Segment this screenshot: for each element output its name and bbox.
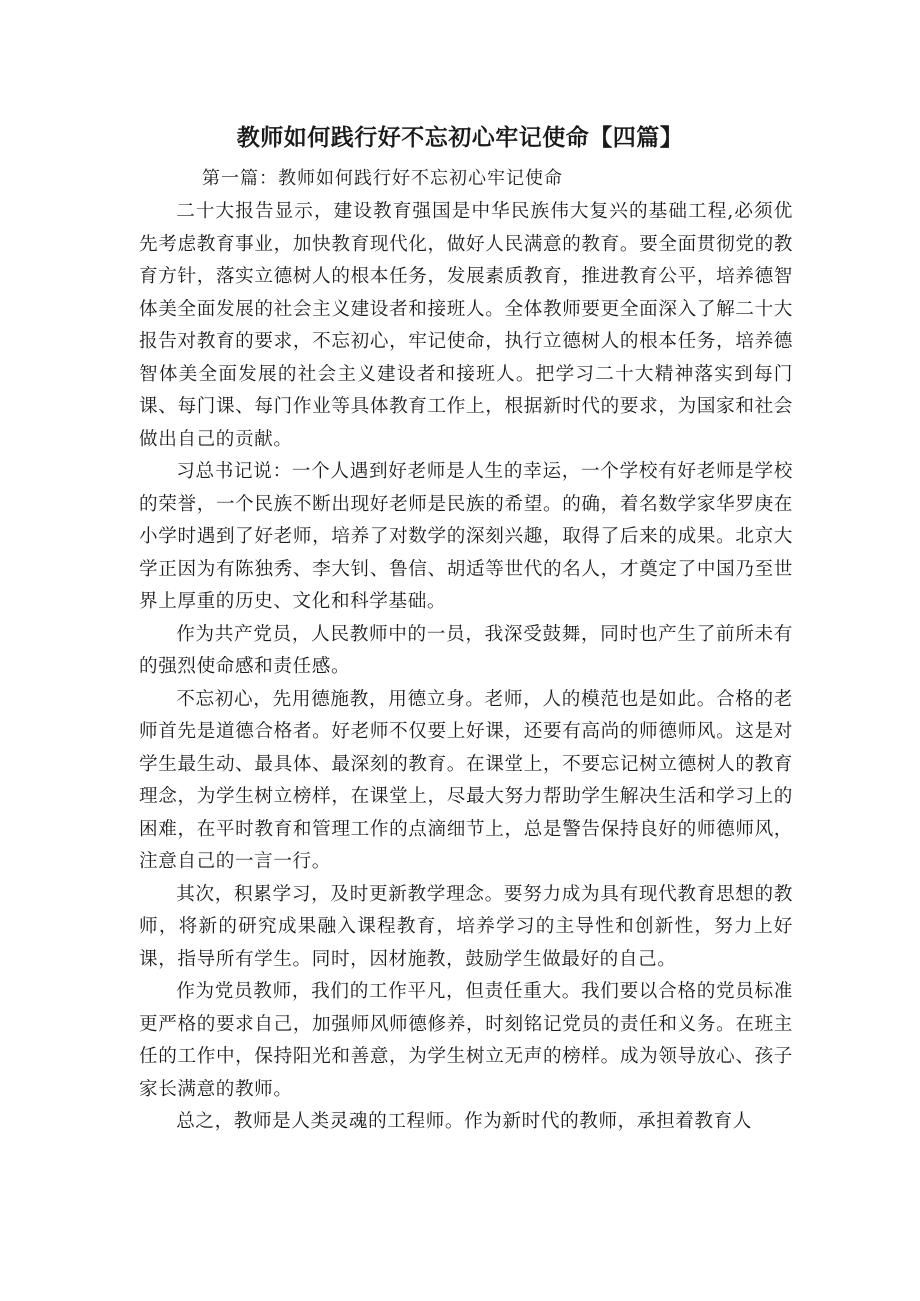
paragraph: 二十大报告显示，建设教育强国是中华民族伟大复兴的基础工程,必须优先考虑教育事业，加快教育现代化，做好人民满意的教育。要全面贯彻党的教育方针，落实立德树人的根本任务，发展素质教育，推进教育公平，培养德智体美全面发展的社会主义建设者和接班人。全体教师要更全面深入了解二十大报告对教育的要求，不忘初心，牢记使命，执行立德树人的根本任务，培养德智体美全面发展的社会主义建设者和接班人。把学习二十大精神落实到每门课、每门课、每门作业等具体教育工作上，根据新时代的要求，为国家和社会做出自己的贡献。	[139, 201, 793, 450]
document-title: 教师如何践行好不忘初心牢记使命【四篇】	[236, 125, 684, 151]
paragraph: 习总书记说：一个人遇到好老师是人生的幸运，一个学校有好老师是学校的荣誉，一个民族不断出现好老师是民族的希望。的确，着名数学家华罗庚在小学时遇到了好老师，培养了对数学的深刻兴趣，取得了后来的成果。北京大学正因为有陈独秀、李大钊、鲁信、胡适等世代的名人，才奠定了中国乃至世界上厚重的历史、文化和科学基础。	[139, 461, 793, 612]
paragraph: 作为共产党员，人民教师中的一员，我深受鼓舞，同时也产生了前所未有的强烈使命感和责任感。	[139, 623, 793, 677]
document-body	[139, 196, 793, 1139]
paragraph: 其次，积累学习，及时更新教学理念。要努力成为具有现代教育思想的教师，将新的研究成果融入课程教育，培养学习的主导性和创新性，努力上好课，指导所有学生。同时，因材施教，鼓励学生做最好的自己。	[139, 883, 793, 970]
paragraph: 不忘初心，先用德施教，用德立身。老师，人的模范也是如此。合格的老师首先是道德合格者。好老师不仅要上好课，还要有高尚的师德师风。这是对学生最生动、最具体、最深刻的教育。在课堂上，不要忘记树立德树人的教育理念，为学生树立榜样，在课堂上，尽最大努力帮助学生解决生活和学习上的困难，在平时教育和管理工作的点滴细节上，总是警告保持良好的师德师风，注意自己的一言一行。	[139, 688, 793, 872]
section-subtitle: 第一篇：教师如何践行好不忘初心牢记使命	[202, 168, 563, 189]
paragraph: 作为党员教师，我们的工作平凡，但责任重大。我们要以合格的党员标准更严格的要求自己，加强师风师德修养，时刻铭记党员的责任和义务。在班主任的工作中，保持阳光和善意，为学生树立无声的榜样。成为领导放心、孩子家长满意的教师。	[139, 981, 793, 1100]
paragraph: 总之，教师是人类灵魂的工程师。作为新时代的教师，承担着教育人	[176, 1111, 753, 1132]
